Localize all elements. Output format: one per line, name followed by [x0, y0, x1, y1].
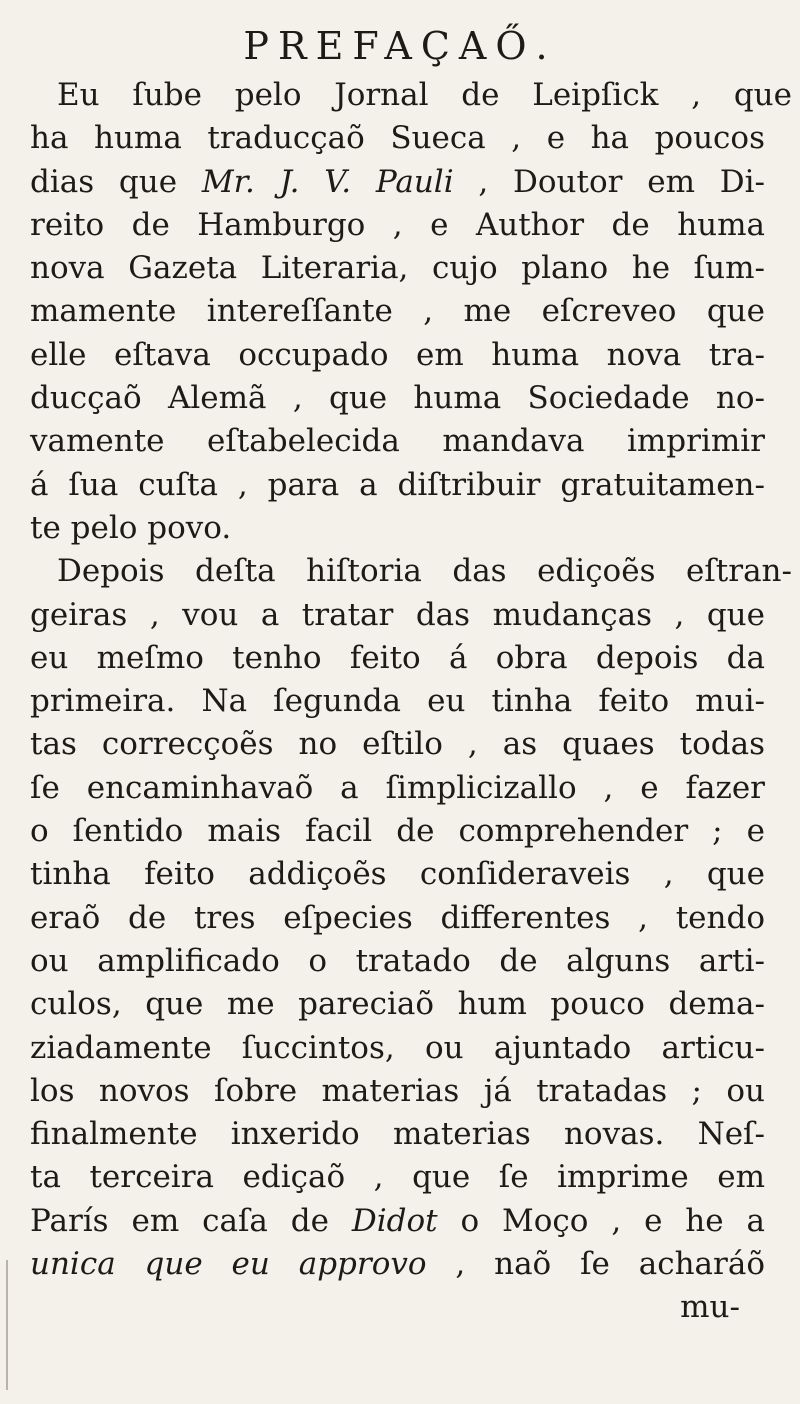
text-line: Eu ſube pelo Jornal de Leipſick , que [57, 77, 792, 113]
text-line: ou amplificado o tratado de alguns arti- [30, 942, 765, 979]
text-line: ta terceira ediçaõ , que ſe imprime em [30, 1159, 765, 1196]
text-line: Depois deſta hiſtoria das ediçoẽs eſtran- [57, 553, 792, 590]
text-line: París em caſa de Didot o Moço , e he a [30, 1202, 765, 1239]
text-line: tas correcçoẽs no eſtilo , as quaes todas [30, 726, 765, 763]
page-title: PREFAÇAŐ. [243, 24, 557, 68]
text-line: finalmente inxerido materias novas. Neſ- [30, 1116, 765, 1153]
text-line: ſe encaminhavaõ a ſimplicizallo , e fazer [30, 769, 765, 806]
page-edge-shadow [6, 1260, 8, 1390]
text-line: tinha feito addiçoẽs conſideraveis , que [30, 856, 765, 893]
text-line: ha huma traducçaõ Sueca , e ha poucos [30, 120, 765, 157]
text-line: vamente eſtabelecida mandava imprimir [30, 423, 765, 460]
text-line: mu- [680, 1289, 740, 1326]
text-line: culos, que me pareciaõ hum pouco dema- [30, 986, 765, 1023]
text-line: reito de Hamburgo , e Author de huma [30, 206, 765, 243]
text-line: elle eſtava occupado em huma nova tra- [30, 336, 765, 373]
body-text [30, 74, 790, 1330]
text-line: ziadamente ſuccintos, ou ajuntado articu- [30, 1029, 765, 1066]
text-line: los novos ſobre materias já tratadas ; ou [30, 1072, 765, 1109]
text-line: ducçaõ Alemã , que huma Sociedade no- [30, 380, 765, 417]
text-line: á ſua cuſta , para a diſtribuir gratuitamen- [30, 466, 765, 503]
text-line: nova Gazeta Literaria, cujo plano he ſum- [30, 250, 765, 287]
text-line: dias que Mr. J. V. Pauli , Doutor em Di- [30, 163, 765, 200]
text-line: o ſentido mais facil de comprehender ; e [30, 813, 765, 850]
text-line: unica que eu approvo , naõ ſe acharáõ [30, 1246, 765, 1283]
text-line: primeira. Na ſegunda eu tinha feito mui- [30, 683, 765, 720]
text-line: geiras , vou a tratar das mudanças , que [30, 596, 765, 633]
text-line: mamente intereſſante , me eſcreveo que [30, 293, 765, 330]
text-line: eraõ de tres eſpecies differentes , tendo [30, 899, 765, 936]
text-line: te pelo povo. [30, 509, 232, 546]
text-line: eu meſmo tenho feito á obra depois da [30, 639, 765, 676]
